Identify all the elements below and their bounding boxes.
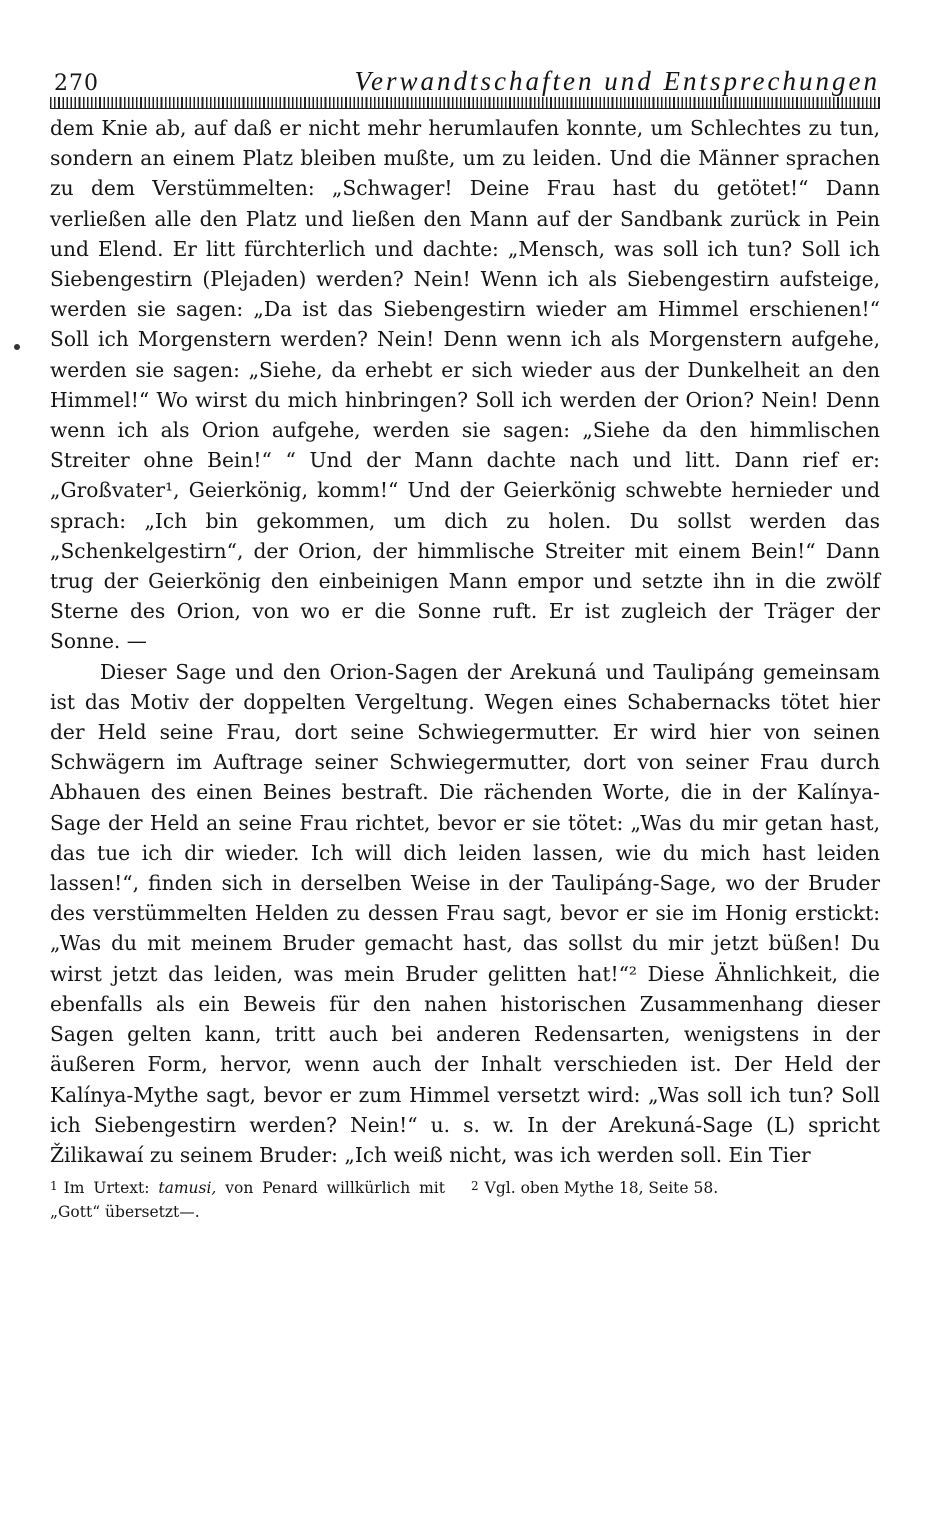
margin-dot-icon <box>14 344 20 350</box>
page-number: 270 <box>54 71 99 96</box>
footnote-1-mark: 1 <box>50 1179 58 1194</box>
footnote-2 <box>471 1174 880 1224</box>
footnote-1-text: von Penard willkürlich mit „Gott“ übersetzt—. <box>50 1179 445 1222</box>
footnote-1-prefix: Im Urtext: <box>63 1179 159 1198</box>
body-text <box>50 113 880 1170</box>
book-page <box>50 66 880 1224</box>
footnote-2-text: Vgl. oben Mythe 18, Seite 58. <box>484 1179 719 1198</box>
paragraph-comparison: Dieser Sage und den Orion-Sagen der Arekuná und Taulipáng gemeinsam ist das Motiv der doppelten Vergeltung. Wegen eines Schabernacks tötet hier der Held seine Frau, dort seine Schwiegermutter. Er wird hier von seinen Schwägern im Auftrage seiner Schwiegermutter, dort von seiner Frau durch Abhauen des einen Beines bestraft. Die rächenden Worte, die in der Kalínya-Sage der Held an seine Frau richtet, bevor er sie tötet: „Was du mir getan hast, das tue ich dir wieder. Ich will dich leiden lassen, wie du mich hast leiden lassen!“, finden sich in derselben Weise in der Taulipáng-Sage, wo der Bruder des verstümmelten Helden zu dessen Frau sagt, bevor er sie im Honig erstickt: „Was du mit meinem Bruder gemacht hast, das sollst du mir jetzt büßen! Du wirst jetzt das leiden, was mein Bruder gelitten hat!“² Diese Ähnlichkeit, die ebenfalls als ein Beweis für den nahen historischen Zusammenhang dieser Sagen gelten kann, tritt auch bei anderen Redensarten, wenigstens in der äußeren Form, hervor, wenn auch der Inhalt verschieden ist. Der Held der Kalínya-Mythe sagt, bevor er zum Himmel versetzt wird: „Was soll ich tun? Soll ich Siebengestirn werden? Nein!“ u. s. w. In der Arekuná-Sage (L) spricht Žilikawaí zu seinem Bruder: „Ich weiß nicht, was ich werden soll. Ein Tier <box>50 659 880 1167</box>
footnote-2-mark: 2 <box>471 1179 479 1194</box>
footnotes <box>50 1174 880 1224</box>
running-head <box>50 66 880 96</box>
running-title: Verwandtschaften und Entsprechungen <box>354 66 880 96</box>
footnote-1 <box>50 1174 445 1224</box>
paragraph-continued: dem Knie ab, auf daß er nicht mehr herumlaufen konnte, um Schlechtes zu tun, sondern an einem Platz bleiben mußte, um zu leiden. Und die Männer sprachen zu dem Verstümmelten: „Schwager! Deine Frau hast du getötet!“ Dann verließen alle den Platz und ließen den Mann auf der Sandbank zurück in Pein und Elend. Er litt fürchterlich und dachte: „Mensch, was soll ich tun? Soll ich Siebengestirn (Plejaden) werden? Nein! Wenn ich als Siebengestirn aufsteige, werden sie sagen: „Da ist das Siebengestirn wieder am Himmel erschienen!“ Soll ich Morgenstern werden? Nein! Denn wenn ich als Morgenstern aufgehe, werden sie sagen: „Siehe, da erhebt er sich wieder aus der Dunkelheit an den Himmel!“ Wo wirst du mich hinbringen? Soll ich werden der Orion? Nein! Denn wenn ich als Orion aufgehe, werden sie sagen: „Siehe da den himmlischen Streiter ohne Bein!“ “ Und der Mann dachte nach und litt. Dann rief er: „Großvater¹, Geierkönig, komm!“ Und der Geierkönig schwebte hernieder und sprach: „Ich bin gekommen, um dich zu holen. Du sollst werden das „Schenkelgestirn“, der Orion, der himmlische Streiter mit einem Bein!“ Dann trug der Geierkönig den einbeinigen Mann empor und setzte ihn in die zwölf Sterne des Orion, von wo er die Sonne ruft. Er ist zugleich der Träger der Sonne. — <box>50 116 880 654</box>
ornamental-rule <box>50 97 880 109</box>
footnote-1-term: tamusi, <box>158 1179 217 1198</box>
